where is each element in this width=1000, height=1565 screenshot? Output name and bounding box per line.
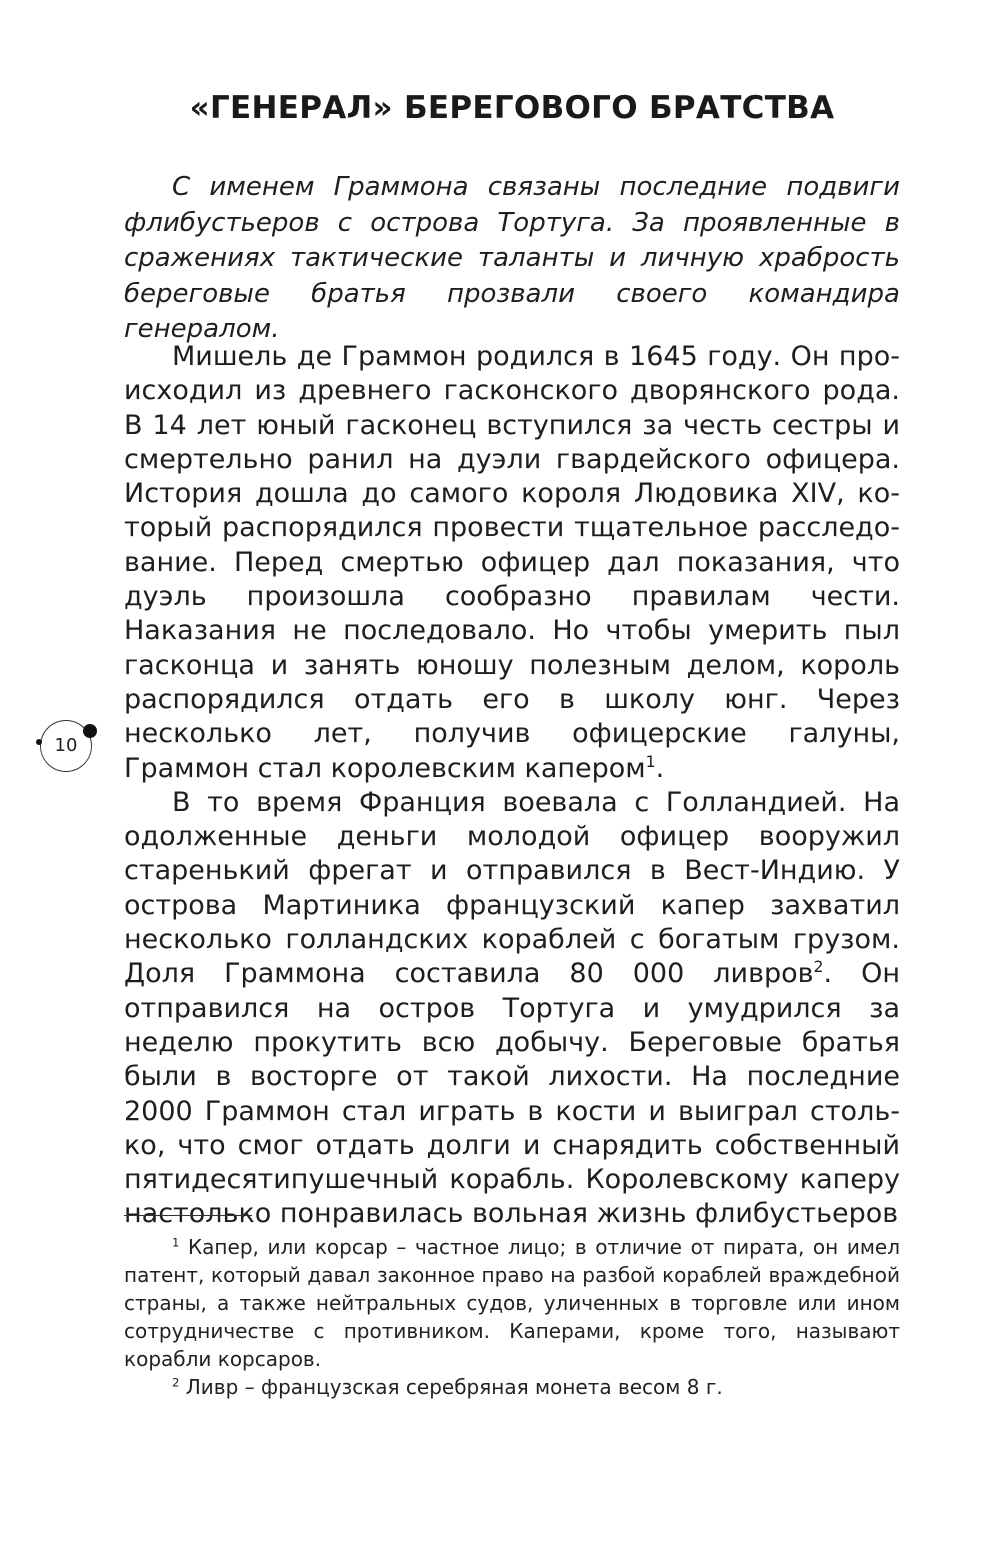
paragraph-text: Мишель де Граммон родился в 1645 году. Он происходил из древнего гасконского дворянского рода. В 14 лет юный гасконец вступился за честь сестры и смертельно ранил на дуэли гвардейского офицера. История дошла до самого короля Людовика XIV, который распорядился провести тщательное расследование. Перед смертью офицер дал показания, что дуэль произошла сообразно правилам чести. Наказания не последовало. Но чтобы умерить пыл гасконца и занять юношу полезным делом, король распорядился отдать его в школу юнг. Через несколько лет, получив офицерские галуны, Граммон стал королевским капером: [124, 341, 900, 784]
footnotes: [124, 1233, 900, 1401]
footnote: [124, 1373, 900, 1401]
footnote-divider: [124, 1215, 252, 1216]
page-number: 10: [54, 735, 78, 756]
footnote-text: Ливр – французская серебряная монета весом 8 г.: [179, 1375, 723, 1399]
paragraph: [124, 786, 900, 1232]
footnote-ref: 1: [645, 751, 656, 771]
main-text: [124, 340, 900, 1232]
paragraph-text: . Он отправился на остров Тортуга и умудрился за неделю прокутить всю добычу. Береговые братья были в восторге от такой лихости. На последние 2000 Граммон стал играть в кости и выиграл столько, что смог отдать долги и снарядить собственный пятидесятипушечный корабль. Королевскому каперу настолько понравилась вольная жизнь флибустьеров: [124, 958, 900, 1230]
footnote-mark: 1: [172, 1235, 180, 1250]
footnote-ref: 2: [813, 957, 824, 977]
footnote-mark: 2: [172, 1375, 180, 1390]
footnote-text: Капер, или корсар – частное лицо; в отличие от пирата, он имел патент, который давал законное право на разбой кораблей враждебной страны, а также нейтральных судов, уличенных в торговле или ином сотрудничестве с противником. Каперами, кроме того, называют корабли корсаров.: [124, 1235, 900, 1371]
page-number-badge: [40, 720, 92, 772]
badge-dot-icon: [83, 724, 97, 738]
chapter-epigraph: С именем Граммона связаны последние подвиги флибустьеров с острова Тортуга. За проявленные в сражениях тактические таланты и личную храбрость береговые братья прозвали своего командира генералом.: [124, 172, 900, 344]
paragraph-text: В то время Франция воевала с Голландией. На одолженные деньги молодой офицер вооружил старенький фрегат и отправился в Вест-Индию. У острова Мартиника французский капер захватил несколько голландских кораблей с богатым грузом. Доля Граммона составила 80 000 ливров: [124, 786, 900, 990]
chapter-title: «ГЕНЕРАЛ» БЕРЕГОВОГО БРАТСТВА: [189, 90, 835, 126]
paragraph: Мишель де Граммон родился в 1645 году. Он происходил из древнего гасконского дворянского рода. В 14 лет юный гасконец вступился за честь сестры и смертельно ранил на дуэли гвардейского офицера. История дошла до самого короля Людовика XIV, который распорядился провести тщательное расследование. Перед смертью офицер дал показания, что дуэль произошла сообразно правилам чести. Наказания не последовало. Но чтобы умерить пыл гасконца и занять юношу полезным делом, король распорядился отдать его в школу юнг. Через несколько лет, получив офицерские галуны, Граммон стал королевским капером$^1$.: [124, 341, 900, 784]
footnote: [124, 1233, 900, 1373]
